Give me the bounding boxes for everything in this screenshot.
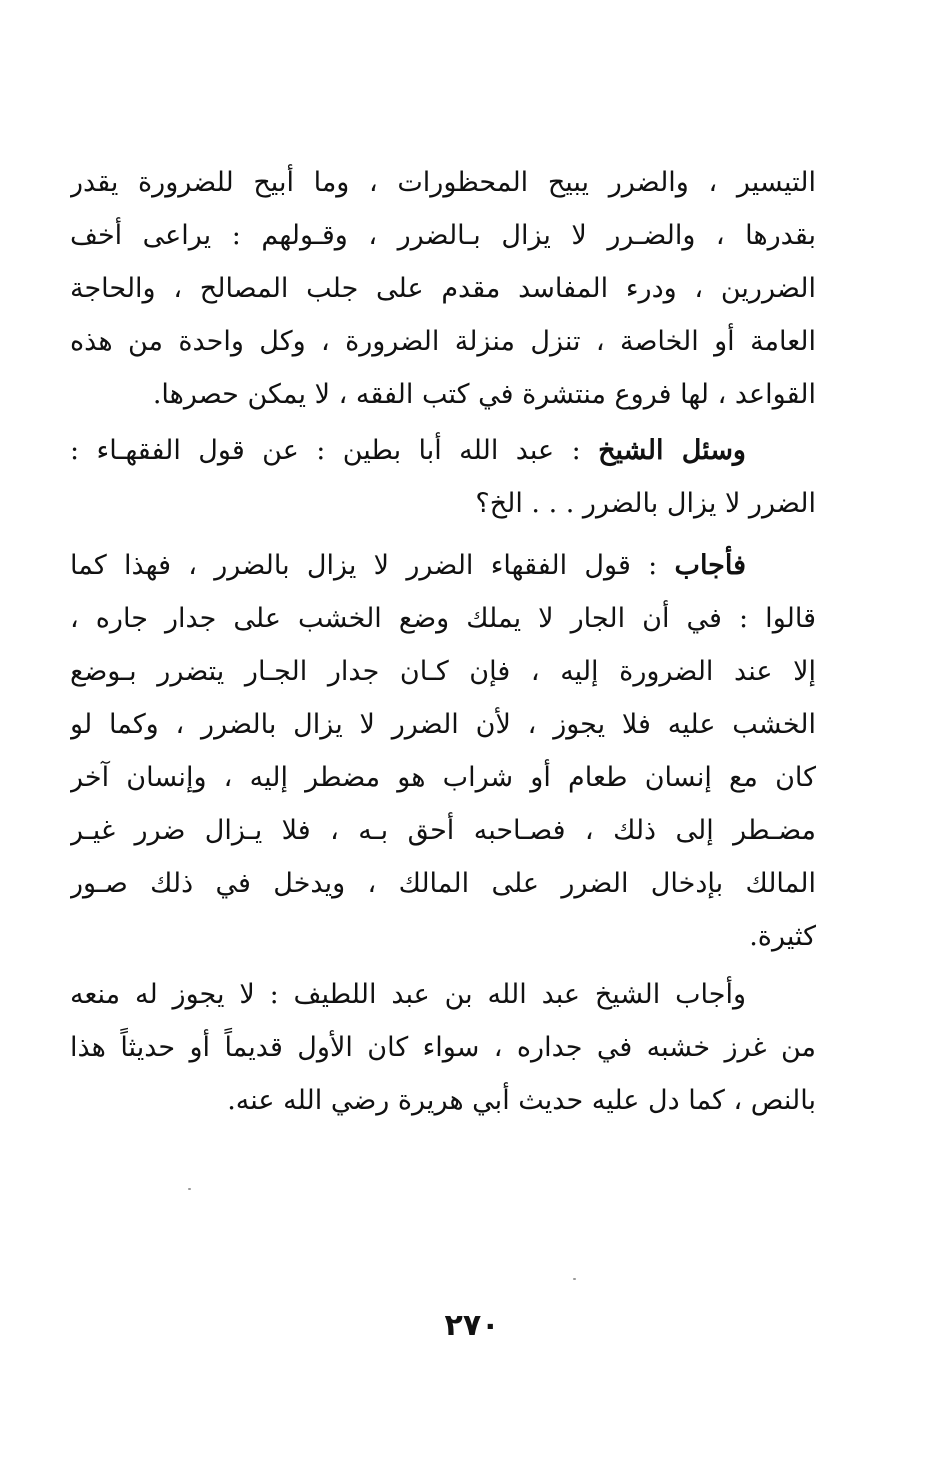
page-number: ٢٧٠ bbox=[444, 1308, 500, 1343]
text-line: القواعد ، لها فروع منتشرة في كتب الفقه ، لا يمكن حصرها. bbox=[152, 379, 816, 410]
text-line: بالنص ، كما دل عليه حديث أبي هريرة رضي الله عنه. bbox=[227, 1085, 816, 1116]
answer-lead: فأجاب bbox=[674, 550, 746, 581]
text-line: الخشب عليه فلا يجوز ، لأن الضرر لا يزال بالضرر ، وكما لو bbox=[70, 709, 816, 740]
text-line: الضرر لا يزال بالضرر . . . الخ؟ bbox=[475, 488, 816, 519]
question-first-line bbox=[70, 424, 816, 477]
paragraph-question bbox=[70, 424, 816, 530]
scan-speck bbox=[573, 1278, 576, 1280]
scan-speck bbox=[188, 1188, 191, 1190]
text-line: التيسير ، والضرر يبيح المحظورات ، وما أبيح للضرورة يقدر bbox=[70, 167, 816, 198]
text-line: قالوا : في أن الجار لا يملك وضع الخشب على جدار جاره ، bbox=[70, 603, 816, 634]
paragraph-second-answer bbox=[70, 968, 816, 1127]
text-line: المالك بإدخال الضرر على المالك ، ويدخل في ذلك صـور bbox=[70, 868, 816, 899]
text-line: بقدرها ، والضـرر لا يزال بـالضرر ، وقـولهم : يراعى أخف bbox=[70, 220, 816, 251]
text-line: من غرز خشبه في جداره ، سواء كان الأول قديماً أو حديثاً هذا bbox=[70, 1032, 816, 1063]
paragraph-rules-continuation bbox=[70, 156, 816, 421]
text-line: إلا عند الضرورة إليه ، فإن كـان جدار الجـار يتضرر بـوضع bbox=[70, 656, 816, 687]
text-line: وأجاب الشيخ عبد الله بن عبد اللطيف : لا يجوز له منعه bbox=[70, 979, 746, 1010]
text-line: كثيرة. bbox=[749, 921, 816, 952]
answer-first-line bbox=[70, 539, 816, 592]
text-line: العامة أو الخاصة ، تنزل منزلة الضرورة ، وكل واحدة من هذه bbox=[70, 326, 816, 357]
text-line: الضررين ، ودرء المفاسد مقدم على جلب المصالح ، والحاجة bbox=[70, 273, 816, 304]
text-line: مضـطر إلى ذلك ، فصـاحبه أحق بـه ، فلا يـزال ضرر غيـر bbox=[70, 815, 816, 846]
answer-text: : قول الفقهاء الضرر لا يزال بالضرر ، فهذا كما bbox=[70, 550, 675, 581]
paragraph-answer bbox=[70, 539, 816, 963]
question-text: : عبد الله أبا بطين : عن قول الفقهـاء : bbox=[70, 435, 599, 466]
text-line: كان مع إنسان طعام أو شراب هو مضطر إليه ، وإنسان آخر bbox=[70, 762, 816, 793]
question-lead: وسئل الشيخ bbox=[598, 435, 746, 466]
